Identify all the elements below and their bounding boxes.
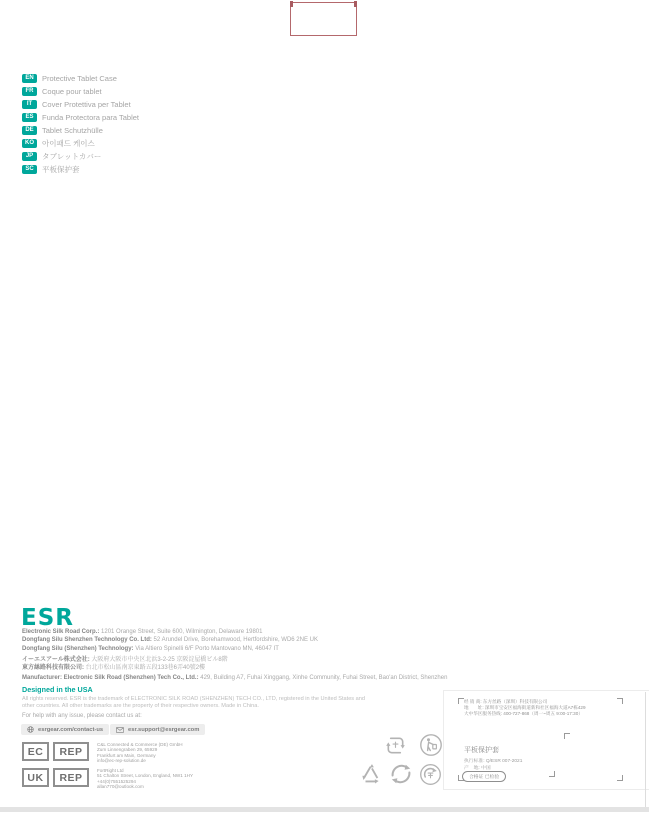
address-label: Dongfang Silu (Shenzhen) Technology:	[22, 646, 134, 652]
language-label: 아이패드 케이스	[42, 138, 95, 148]
crop-mark	[617, 775, 623, 781]
address-value: Via Altiero Spinelli 6/F Porto Mantovano MN, 46047 IT	[133, 646, 279, 652]
address-value: 429, Building A7, Fuhai Xinggang, Xinhe Community, Fuhai Street, Bao'an District, Shenzhen	[198, 675, 448, 681]
distributor-line: 经 销 商: 东方丝路（深圳）科技有限公司	[464, 699, 548, 704]
paper-recycling-icon	[419, 763, 442, 786]
uk-rep-section	[22, 768, 193, 790]
ec-rep-line: Zum Linnengraben 29, 65929	[97, 747, 158, 753]
address-value: 台北市松山區南京東路五段133巷6弄40號2樓	[84, 665, 206, 671]
address-line	[22, 637, 318, 643]
address-value: 1201 Orange Street, Suite 600, Wilmington, Delaware 19801	[99, 629, 263, 635]
language-code-badge: FR	[22, 87, 37, 96]
address-label: 東方絲路科技有限公司:	[22, 665, 84, 671]
die-cut-box	[290, 2, 357, 36]
language-label: Funda Protectora para Tablet	[42, 112, 140, 122]
designed-in-usa-text: Designed in the USA	[22, 685, 93, 694]
qc-pass-badge: 合格证 已检验	[462, 771, 506, 782]
ec-rep-section	[22, 742, 183, 764]
uk-rep-line: +44(0)7551525294	[97, 778, 136, 784]
uk-rep-box-uk: UK	[22, 768, 49, 787]
ec-rep-details	[97, 742, 183, 764]
uk-rep-line: FortRight Ltd	[97, 768, 124, 773]
distributor-info	[464, 699, 586, 716]
address-label: Dongfang Silu Shenzhen Technology Co. Ltd:	[22, 637, 152, 643]
page-bottom-edge	[0, 807, 649, 812]
service-hotline-line: 大中华区服务热线: 400-727-868（周一~周五 9:00-17:30）	[464, 710, 583, 716]
ec-rep-box-rep: REP	[53, 742, 89, 761]
language-row-fr	[22, 86, 102, 96]
address-line	[22, 662, 205, 671]
language-label: タブレットカバー	[42, 151, 102, 161]
green-dot-icon	[389, 762, 413, 786]
language-code-badge: JP	[22, 152, 37, 161]
language-code-badge: DE	[22, 126, 37, 135]
language-label: Coque pour tablet	[42, 86, 102, 96]
language-row-jp	[22, 151, 101, 161]
language-code-badge: EN	[22, 74, 37, 83]
ec-rep-line: C&L Connected & Commerce (DE) GmbH	[97, 742, 183, 747]
address-line	[22, 629, 262, 635]
language-label: Protective Tablet Case	[42, 73, 117, 83]
contact-website-link[interactable]	[21, 724, 109, 735]
language-label: Tablet Schutzhülle	[42, 125, 103, 135]
crop-mark	[617, 698, 623, 704]
uk-rep-box-rep: REP	[53, 768, 89, 787]
tidyman-icon	[419, 733, 443, 757]
ec-rep-line: info@ec-rep-solution.de	[97, 758, 146, 764]
address-label: Manufacturer: Electronic Silk Road (Shenzhen) Tech Co., Ltd.:	[22, 675, 199, 681]
ec-rep-line: Frankfurt am Main, Germany	[97, 752, 156, 758]
mail-icon	[116, 727, 124, 733]
page-right-edge	[645, 692, 646, 807]
distributor-address-line: 地 址: 深圳市宝安区福海街道新和社区福海大道A7栋429	[464, 704, 586, 710]
language-row-de	[22, 125, 103, 135]
language-row-it	[22, 99, 131, 109]
globe-icon	[27, 726, 34, 733]
help-text: For help with any issue, please contact us at:	[22, 713, 142, 719]
standard-line: 执行标准: Q/ESR 007-2021	[464, 759, 523, 764]
address-line	[22, 646, 279, 652]
product-label-panel	[443, 690, 649, 790]
address-value: 52 Arundel Drive, Borehamwood, Hertfordshire, WD6 2NE UK	[151, 637, 318, 643]
crop-mark	[564, 733, 570, 739]
language-code-badge: SC	[22, 165, 37, 174]
address-label: イーエスアール株式会社:	[22, 657, 90, 663]
language-row-sc	[22, 164, 80, 174]
language-label: 平板保护套	[42, 164, 80, 174]
esr-logo: ESR	[21, 605, 74, 631]
ec-rep-box-ec: EC	[22, 742, 49, 761]
address-label: Electronic Silk Road Corp.:	[22, 629, 100, 635]
mobius-loop-icon	[358, 762, 383, 787]
legal-text: All rights reserved. ESR is the trademark of ELECTRONIC SILK ROAD (SHENZHEN) TECH CO., LTD, registered in the United States and other countries. All other trademarks are the property of their respective owners. Made in China.	[22, 696, 365, 709]
address-value: 大阪府大阪市中央区北浜3-2-25 京阪淀屋橋ビル8階	[89, 657, 228, 663]
language-code-badge: IT	[22, 100, 37, 109]
product-name-cn: 平板保护套	[464, 747, 499, 754]
language-code-badge: KO	[22, 139, 37, 148]
address-line-manufacturer	[22, 675, 447, 681]
contact-website-label: esrgear.com/contact-us	[38, 726, 104, 733]
uk-rep-line: allan770@outlook.com	[97, 784, 144, 790]
uk-rep-line: 51 Chalton Street, London, England, NW1 1HY	[97, 773, 194, 779]
language-row-en	[22, 73, 117, 83]
uk-rep-details	[97, 768, 193, 790]
language-label: Cover Protettiva per Tablet	[42, 99, 131, 109]
language-code-badge: ES	[22, 113, 37, 122]
crop-mark	[549, 771, 555, 777]
language-row-ko	[22, 138, 95, 148]
origin-line: 产 地: 中国	[464, 766, 491, 771]
plastic-recycling-icon	[384, 734, 407, 757]
contact-email-label: esr.support@esrgear.com	[128, 726, 200, 733]
contact-email-link[interactable]	[110, 724, 205, 735]
language-row-es	[22, 112, 139, 122]
